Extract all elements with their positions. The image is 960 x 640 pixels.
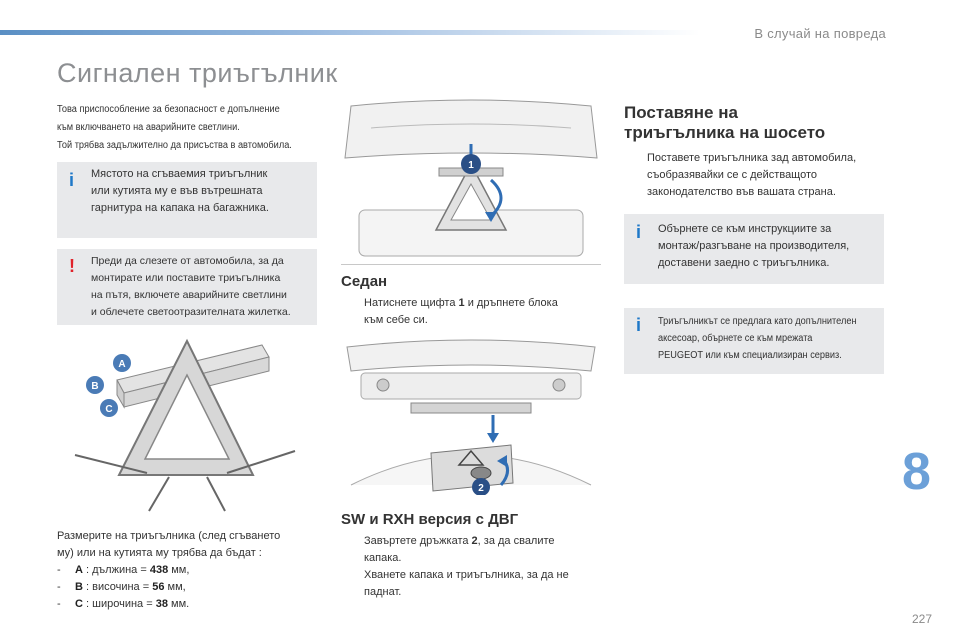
dim-value: 56 bbox=[152, 581, 165, 593]
sedan-heading: Седан bbox=[341, 273, 388, 290]
info-line: монтаж/разгъване на производителя, bbox=[658, 240, 850, 252]
sw-bullet-2-text bbox=[341, 567, 611, 601]
info-line: гарнитура на капака на багажника. bbox=[91, 202, 269, 214]
sedan-bullet bbox=[341, 295, 601, 329]
info-line: аксесоар, обърнете се към мрежата bbox=[658, 333, 813, 344]
triangle-illustration bbox=[57, 335, 317, 515]
dim-value: 38 bbox=[155, 598, 168, 610]
info-icon: i bbox=[636, 222, 642, 242]
dim-dash: - bbox=[57, 564, 61, 576]
dim-unit: мм. bbox=[167, 598, 190, 610]
dims-intro: Размерите на триъгълника (след сгъването bbox=[57, 530, 281, 542]
info-icon: i bbox=[636, 315, 642, 335]
dims-intro: му) или на кутията му трябва да бъдат : bbox=[57, 547, 262, 559]
road-bullet-text bbox=[624, 150, 894, 201]
road-heading bbox=[624, 103, 825, 143]
dim-item bbox=[57, 596, 327, 613]
bullet-text: , за да свалите bbox=[477, 535, 555, 547]
dim-dash: - bbox=[57, 581, 61, 593]
label-a: A bbox=[118, 359, 126, 370]
sedan-bullet-text bbox=[341, 295, 601, 329]
sw-heading: SW и RXH версия с ДВГ bbox=[341, 511, 519, 528]
info-line: Обърнете се към инструкциите за bbox=[658, 223, 832, 235]
header-accent-bar bbox=[0, 30, 700, 35]
dim-item bbox=[57, 562, 327, 579]
bullet-bold: 2 bbox=[471, 535, 478, 547]
sw-trunk-image bbox=[341, 335, 601, 495]
bullet-text: Завъртете дръжката bbox=[364, 535, 472, 547]
info-box-accessory bbox=[624, 308, 884, 374]
sedan-trunk-image bbox=[341, 98, 601, 258]
callout-1: 1 bbox=[468, 160, 474, 171]
bullet-text: законодателство във вашата страна. bbox=[647, 186, 836, 198]
warning-triangle-image bbox=[57, 335, 317, 515]
road-heading-line: триъгълника на шосето bbox=[624, 123, 826, 142]
bullet-text: Поставете триъгълника зад автомобила, bbox=[647, 152, 857, 164]
warning-line: и облечете светоотразителната жилетка. bbox=[91, 306, 291, 318]
dim-label: : височина = bbox=[82, 581, 153, 593]
info-line: Мястото на сгъваемия триъгълник bbox=[91, 168, 268, 180]
sw-bullet-1-text bbox=[341, 533, 611, 567]
dim-label: : дължина = bbox=[82, 564, 150, 576]
info-box-text bbox=[658, 221, 849, 272]
sw-illustration bbox=[341, 335, 601, 495]
chapter-number: 8 bbox=[902, 443, 931, 501]
bullet-text: Хванете капака и триъгълника, за да не bbox=[364, 569, 569, 581]
dim-value: 438 bbox=[149, 564, 169, 576]
dim-letter: B bbox=[75, 581, 83, 593]
dim-dash: - bbox=[57, 598, 61, 610]
page-number: 227 bbox=[912, 612, 933, 626]
bullet-text: капака. bbox=[364, 552, 402, 564]
label-c: C bbox=[105, 404, 113, 415]
warning-line: на пътя, включете аварийните светлини bbox=[91, 289, 287, 301]
warning-box-text bbox=[91, 253, 291, 321]
chapter-title: В случай на повреда bbox=[754, 26, 886, 41]
warning-box bbox=[57, 249, 317, 325]
label-b: B bbox=[91, 381, 99, 392]
warning-icon: ! bbox=[69, 256, 75, 276]
intro-text bbox=[57, 101, 315, 155]
bullet-text: паднат. bbox=[364, 586, 402, 598]
dimensions-text bbox=[57, 528, 327, 613]
warning-line: Преди да слезете от автомобила, за да bbox=[91, 255, 284, 267]
intro-line: към включването на аварийните светлини. bbox=[57, 122, 240, 133]
info-box-text bbox=[658, 313, 857, 364]
intro-line: Той трябва задължително да присъства в автомобила. bbox=[57, 140, 292, 151]
divider bbox=[341, 264, 601, 265]
sw-bullet-1 bbox=[341, 533, 611, 567]
bullet-text: Натиснете щифта bbox=[364, 297, 459, 309]
dim-unit: мм, bbox=[168, 564, 190, 576]
road-heading-line: Поставяне на bbox=[624, 103, 738, 122]
info-box-instructions bbox=[624, 214, 884, 284]
page-title: Сигнален триъгълник bbox=[57, 58, 338, 88]
dim-unit: мм, bbox=[164, 581, 186, 593]
info-line: Триъгълникът се предлага като допълнителен bbox=[658, 316, 857, 327]
bullet-text: към себе си. bbox=[364, 314, 428, 326]
road-bullet bbox=[624, 150, 894, 201]
info-line: доставени заедно с триъгълника. bbox=[658, 257, 830, 269]
bullet-text: и дръпнете блока bbox=[464, 297, 558, 309]
bullet-text: съобразявайки се с действащото bbox=[647, 169, 818, 181]
callout-2: 2 bbox=[478, 483, 484, 494]
dim-item bbox=[57, 579, 327, 596]
warning-line: монтирате или поставите триъгълника bbox=[91, 272, 281, 284]
intro-line: Това приспособление за безопасност е допълнение bbox=[57, 104, 280, 115]
info-line: PEUGEOT или към специализиран сервиз. bbox=[658, 350, 842, 361]
bullet-bold: 1 bbox=[458, 297, 465, 309]
sedan-illustration bbox=[341, 98, 601, 258]
info-box-storage bbox=[57, 162, 317, 238]
dim-label: : широчина = bbox=[82, 598, 156, 610]
info-line: или кутията му е във вътрешната bbox=[91, 185, 263, 197]
dim-letter: C bbox=[75, 598, 83, 610]
info-icon: i bbox=[69, 170, 75, 190]
info-box-text bbox=[91, 166, 269, 217]
sw-bullet-2 bbox=[341, 567, 611, 601]
dim-letter: A bbox=[75, 564, 83, 576]
